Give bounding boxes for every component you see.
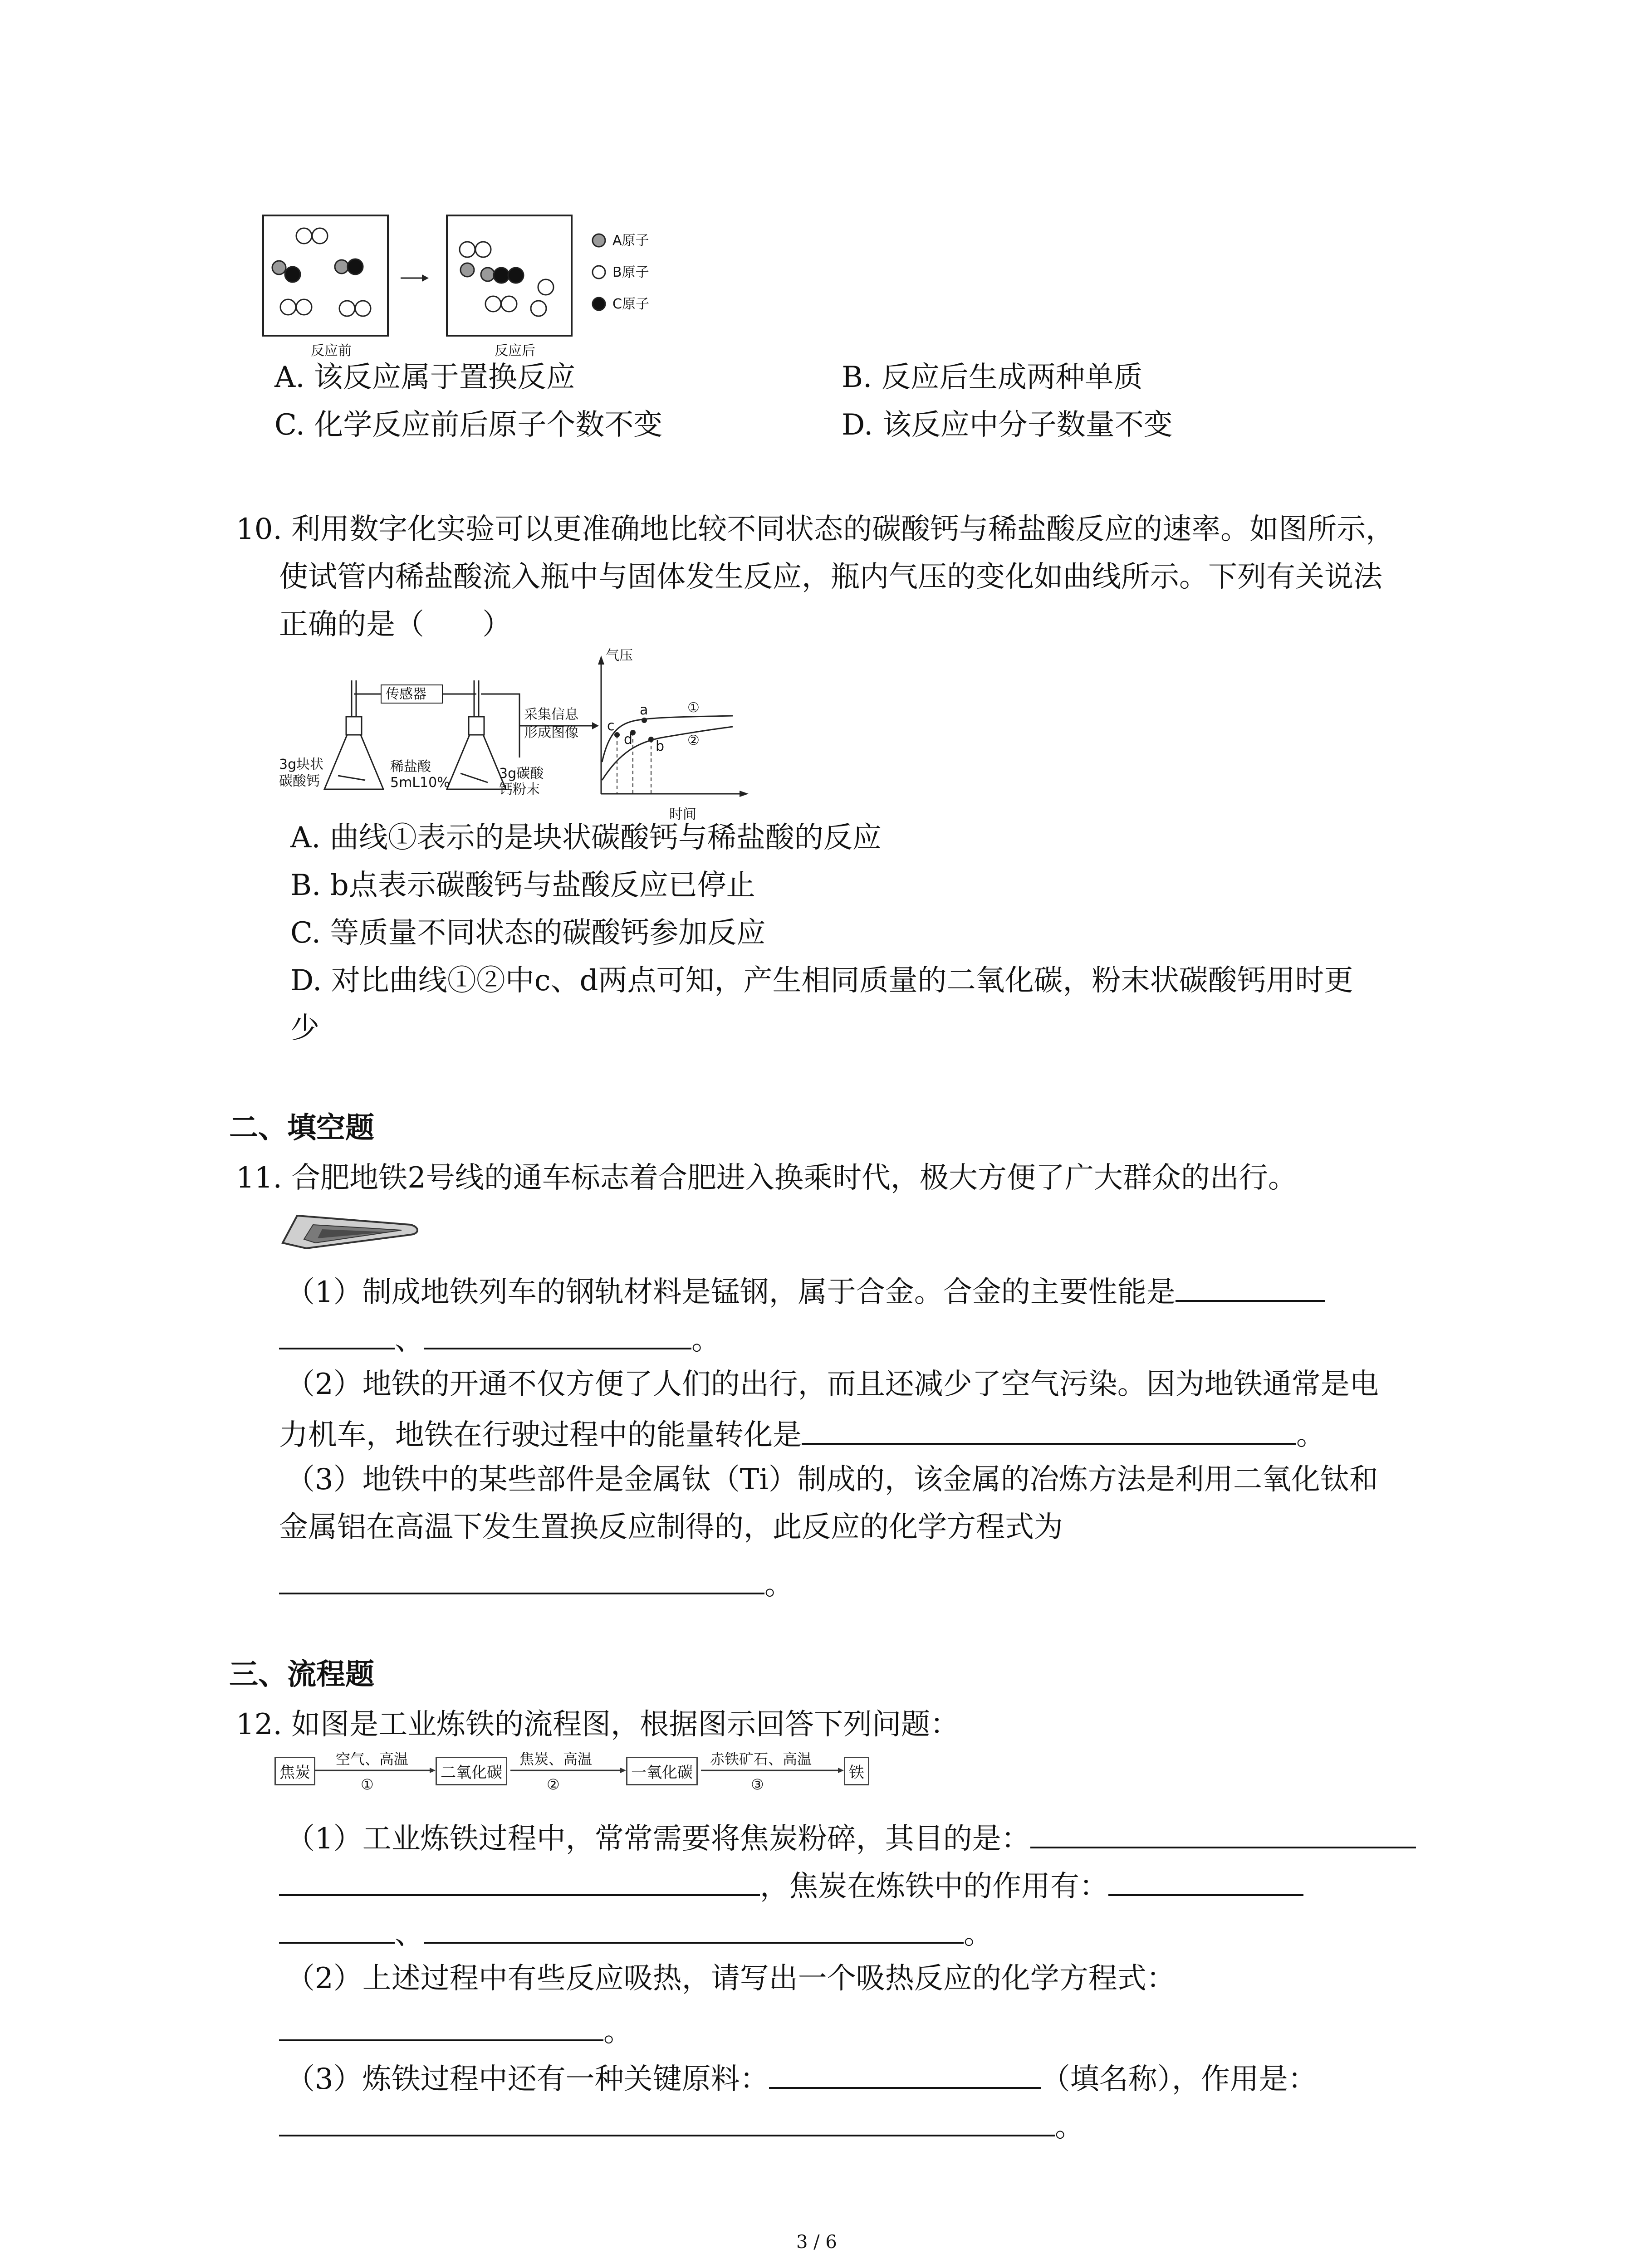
- point-b-label: b: [656, 738, 665, 754]
- q12-part1-line1: [286, 1821, 1416, 1856]
- legend-a-label: A原子: [612, 233, 649, 249]
- q12-part1-text2: ，焦炭在炼铁中的作用有：: [760, 1870, 1108, 1903]
- q12-part1-end: 。: [964, 1917, 993, 1951]
- left-flask-label1: 3g块状: [279, 757, 324, 772]
- acid-label1: 稀盐酸: [390, 759, 431, 775]
- q12-part3-text: （3）炼铁过程中还有一种关键原料：: [286, 2063, 769, 2096]
- q11-part1-end: 。: [691, 1323, 720, 1357]
- flow-arrow1-label: 空气、高温: [336, 1750, 409, 1768]
- q11-part3-line1: （3）地铁中的某些部件是金属钛（Ti）制成的，该金属的冶炼方法是利用二氧化钛和: [286, 1463, 1378, 1496]
- q11-part3-line3: [279, 1567, 794, 1602]
- curve-1-label: ①: [687, 700, 700, 716]
- point-a-label: a: [640, 702, 648, 718]
- x-axis-label: 时间: [669, 807, 696, 822]
- y-axis-label: 气压: [606, 648, 633, 664]
- q12-part1-blank4[interactable]: [279, 1916, 395, 1944]
- flow-arrows: [274, 1749, 932, 1799]
- q11-part2-end: 。: [1296, 1418, 1325, 1452]
- curve-2-label: ②: [687, 733, 700, 748]
- q12-part3-blank1[interactable]: [769, 2062, 1041, 2089]
- right-flask-label1: 3g碳酸: [499, 766, 544, 782]
- flow-box-iron: 铁: [844, 1757, 869, 1785]
- iron-smelting-flowchart: [274, 1749, 932, 1799]
- q11-part1-blank1[interactable]: [1176, 1275, 1325, 1302]
- q9-option-c: C. 化学反应前后原子个数不变: [274, 408, 663, 442]
- q11-part1-separator: 、: [395, 1323, 424, 1357]
- flow-arrow2-step: ②: [547, 1776, 560, 1793]
- sensor-label: 传感器: [386, 686, 426, 702]
- flow-arrow3-step: ③: [751, 1776, 764, 1793]
- collect-label1: 采集信息: [524, 707, 578, 723]
- legend-b-label: B原子: [612, 264, 649, 280]
- q11-part1-line2: [279, 1322, 720, 1357]
- q12-stem: 12. 如图是工业炼铁的流程图，根据图示回答下列问题：: [236, 1708, 960, 1741]
- curve-2: [602, 727, 733, 780]
- q9-option-a: A. 该反应属于置换反应: [274, 361, 575, 394]
- after-label: 反应后: [495, 343, 535, 359]
- q12-part1-line3: [279, 1916, 993, 1949]
- left-flask: [324, 680, 383, 789]
- q11-part1-line1: [286, 1275, 1325, 1307]
- acid-label2: 5mL10%: [390, 775, 450, 791]
- legend-c-label: C原子: [612, 296, 649, 312]
- q9-option-b: B. 反应后生成两种单质: [842, 361, 1143, 394]
- q10-option-b: B. b点表示碳酸钙与盐酸反应已停止: [290, 869, 755, 902]
- q12-part2-end: 。: [603, 2015, 632, 2048]
- q12-part1-blank1[interactable]: [1030, 1821, 1416, 1848]
- collect-label2: 形成图像: [524, 725, 578, 741]
- q11-part2-line1: （2）地铁的开通不仅方便了人们的出行，而且还减少了空气污染。因为地铁通常是电: [286, 1368, 1379, 1401]
- q11-part3-end: 。: [764, 1568, 794, 1602]
- q10-stem-line3: 正确的是（ ）: [279, 608, 511, 641]
- q11-part2-blank[interactable]: [802, 1418, 1296, 1445]
- q12-part1-blank2[interactable]: [279, 1869, 760, 1896]
- q12-part3-end: 。: [1055, 2110, 1084, 2144]
- q11-part1-text: （1）制成地铁列车的钢轨材料是锰钢，属于合金。合金的主要性能是: [286, 1276, 1176, 1309]
- q11-part1-blank3[interactable]: [424, 1322, 691, 1349]
- q12-part1-blank3[interactable]: [1108, 1869, 1303, 1896]
- q12-part3-text2: （填名称），作用是：: [1041, 2063, 1317, 2096]
- q10-option-c: C. 等质量不同状态的碳酸钙参加反应: [290, 916, 766, 950]
- q11-part3-blank[interactable]: [279, 1567, 764, 1594]
- flow-arrow3-label: 赤铁矿石、高温: [710, 1750, 812, 1768]
- section-fill-in-heading: 二、填空题: [229, 1111, 374, 1145]
- point-c-label: c: [607, 718, 615, 734]
- point-d-label: d: [624, 732, 633, 748]
- q12-part1-text: （1）工业炼铁过程中，常常需要将焦炭粉碎，其目的是：: [286, 1822, 1030, 1856]
- q11-part2-text: 力机车，地铁在行驶过程中的能量转化是: [279, 1418, 802, 1452]
- legend-c-atom-icon: [593, 298, 605, 310]
- q10-stem-line2: 使试管内稀盐酸流入瓶中与固体发生反应，瓶内气压的变化如曲线所示。下列有关说法: [279, 560, 1382, 594]
- flow-arrow2-label: 焦炭、高温: [519, 1750, 593, 1768]
- q12-part1-blank5[interactable]: [424, 1916, 964, 1944]
- q12-part2-line2: [279, 2014, 632, 2046]
- subway-rail-image: [279, 1207, 424, 1252]
- flow-box-coke: 焦炭: [274, 1757, 315, 1785]
- right-flask-label2: 钙粉末: [499, 782, 540, 797]
- q10-stem-line1: 10. 利用数字化实验可以更准确地比较不同状态的碳酸钙与稀盐酸反应的速率。如图所示，: [236, 513, 1395, 546]
- q10-option-d-line1: D. 对比曲线①②中c、d两点可知，产生相同质量的二氧化碳，粉末状碳酸钙用时更: [290, 964, 1353, 997]
- q10-option-a: A. 曲线①表示的是块状碳酸钙与稀盐酸的反应: [290, 821, 882, 855]
- before-label: 反应前: [311, 343, 352, 359]
- page-number: 3 / 6: [796, 2232, 837, 2253]
- legend-a-atom-icon: [593, 234, 605, 247]
- q11-part1-blank2[interactable]: [279, 1322, 395, 1349]
- left-flask-label2: 碳酸钙: [279, 773, 320, 789]
- q12-part1-separator: 、: [395, 1917, 424, 1951]
- q10-apparatus-figure: [274, 644, 751, 835]
- right-flask: [447, 680, 506, 789]
- flow-box-co: 一氧化碳: [626, 1757, 698, 1785]
- q11-part2-line2: [279, 1418, 1325, 1450]
- flow-arrow1-step: ①: [361, 1776, 374, 1793]
- legend-b-atom-icon: [593, 266, 605, 279]
- q11-stem: 11. 合肥地铁2号线的通车标志着合肥进入换乘时代，极大方便了广大群众的出行。: [236, 1161, 1297, 1195]
- q12-part3-blank2[interactable]: [279, 2109, 1055, 2136]
- curve-1: [602, 716, 733, 762]
- q12-part3-line2: [279, 2109, 1084, 2144]
- q12-part3-line1: [286, 2062, 1317, 2094]
- reaction-particle-diagram: [261, 211, 715, 365]
- q9-option-d: D. 该反应中分子数量不变: [842, 408, 1173, 442]
- q11-part3-line2: 金属铝在高温下发生置换反应制得的，此反应的化学方程式为: [279, 1510, 1063, 1544]
- q12-part2-line1: （2）上述过程中有些反应吸热，请写出一个吸热反应的化学方程式：: [286, 1962, 1176, 1995]
- q10-option-d-line2: 少: [290, 1012, 319, 1045]
- flow-box-co2: 二氧化碳: [436, 1757, 507, 1785]
- q12-part2-blank[interactable]: [279, 2014, 603, 2041]
- q12-part1-line2: [279, 1869, 1303, 1901]
- section-flow-heading: 三、流程题: [229, 1658, 374, 1691]
